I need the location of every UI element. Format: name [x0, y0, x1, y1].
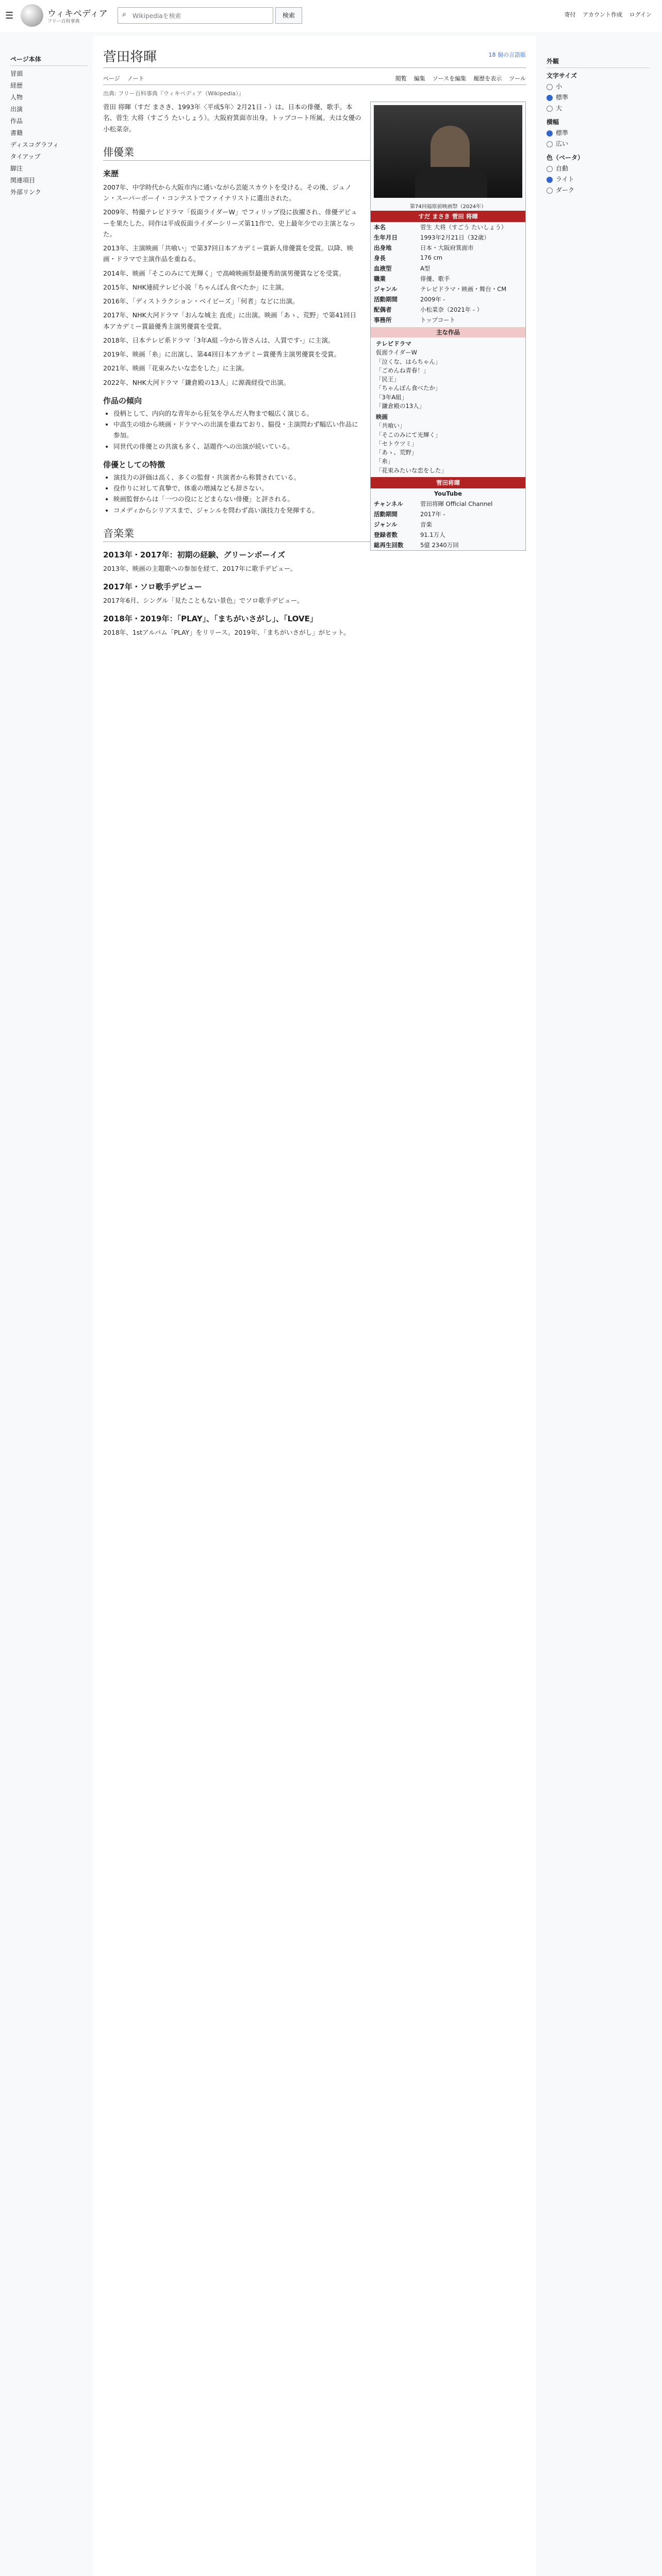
- youtube-label: YouTube: [434, 489, 462, 497]
- radio-dot: [547, 188, 553, 194]
- work-link[interactable]: 「セトウツミ」: [376, 439, 418, 447]
- width-label: 横幅: [547, 118, 559, 126]
- radio-dot: [547, 130, 553, 137]
- infobox-name: すだ まさき 菅田 将暉: [371, 211, 525, 222]
- radio-option[interactable]: [547, 128, 650, 137]
- radio-option[interactable]: [547, 104, 650, 112]
- toc-item[interactable]: 冒頭: [10, 70, 23, 77]
- subsection-heading: 2017年・ソロ歌手デビュー: [103, 582, 202, 591]
- logo-subtitle: フリー百科事典: [47, 19, 80, 24]
- work-link[interactable]: 「ごめんね青春！」: [376, 366, 429, 374]
- radio-dot: [547, 95, 553, 101]
- row-value: 菅生 大将（すごう たいしょう）: [420, 224, 507, 231]
- login-link[interactable]: ログイン: [629, 11, 652, 18]
- work-link[interactable]: 「泣くな、はらちゃん」: [376, 358, 441, 365]
- yt-row: [371, 499, 525, 509]
- radio-dot: [547, 84, 553, 90]
- body-paragraph: 2009年、特撮テレビドラマ「仮面ライダーW」でフィリップ役に抜擢され、俳優デビューを果たした。同作は平成仮面ライダーシリーズ第11作で、史上最年少での主演となった。: [103, 208, 357, 238]
- work-link[interactable]: 「3年A組」: [376, 393, 408, 401]
- yt-row: [371, 530, 525, 540]
- youtube-header: 菅田将暉: [371, 477, 525, 488]
- body-paragraph: 2013年、主演映画「共喰い」で第37回日本アカデミー賞新人俳優賞を受賞。以降、映画・ドラマで主演作品を重ねる。: [103, 244, 354, 263]
- body-paragraph: 2016年、「ディストラクション・ベイビーズ」「何者」などに出演。: [103, 297, 299, 305]
- infobox: [370, 101, 526, 551]
- heading-text: 音楽業: [103, 527, 134, 539]
- yt-row: [371, 509, 525, 519]
- radio-option[interactable]: [547, 164, 650, 173]
- row-key: 出身地: [374, 244, 392, 251]
- row-key: 総再生回数: [374, 541, 404, 549]
- work-link[interactable]: 「花束みたいな恋をした」: [376, 466, 447, 474]
- heading-text: 作品の傾向: [103, 396, 142, 405]
- logo-text: ウィキペディア: [47, 9, 108, 19]
- portrait-body: [415, 167, 487, 198]
- photo-caption: 第74回福原前映画祭（2024年）: [409, 204, 487, 210]
- appearance-title: 外観: [547, 57, 650, 68]
- radio-label: 標準: [556, 129, 569, 137]
- infobox-row: [371, 315, 525, 325]
- row-key: 活動期間: [374, 296, 398, 303]
- body-paragraph: 2015年、NHK連続テレビ小説「ちゃんぽん食べたか」に主演。: [103, 283, 288, 291]
- tab-tools[interactable]: ツール: [509, 75, 526, 82]
- toc-item[interactable]: ディスコグラフィ: [10, 141, 59, 148]
- search-icon: ⌕: [122, 10, 126, 19]
- body-paragraph: 2014年、映画「そこのみにて光輝く」で高崎映画祭最優秀助演男優賞などを受賞。: [103, 269, 345, 277]
- toc-item[interactable]: 書籍: [10, 129, 23, 137]
- infobox-row: [371, 263, 525, 274]
- row-key: 事務所: [374, 316, 392, 324]
- infobox-row: [371, 284, 525, 294]
- tab-talk[interactable]: ノート: [127, 75, 144, 82]
- toc-item[interactable]: 人物: [10, 94, 23, 101]
- row-key: 職業: [374, 275, 386, 282]
- row-value: 日本・大阪府箕面市: [420, 244, 474, 251]
- row-value: 1993年2月21日（32歳）: [420, 234, 490, 241]
- works-tv-label: テレビドラマ: [376, 340, 411, 347]
- row-value: 91.1万人: [420, 531, 445, 538]
- radio-dot: [547, 177, 553, 183]
- intro-paragraph: 菅田 将暉（すだ まさき、1993年〈平成5年〉2月21日 - ）は、日本の俳優、歌手。本名、菅生 大将（すごう たいしょう）。大阪府箕面市出身。トップコート所属。夫は女優の小松菜奈。: [103, 103, 361, 133]
- row-key: ジャンル: [374, 285, 398, 293]
- create-account-link[interactable]: アカウント作成: [583, 11, 623, 18]
- subsection-heading: 2018年・2019年：「PLAY」、「まちがいさがし」、「LOVE」: [103, 614, 318, 624]
- row-key: 生年月日: [374, 234, 398, 241]
- language-button[interactable]: 18 個の言語版: [488, 52, 526, 58]
- list-item: • 役作りに対して真摯で、体重の増減なども辞さない。: [113, 483, 526, 494]
- infobox-works-header: 主な作品: [371, 327, 525, 337]
- body-paragraph: 2018年、1stアルバム「PLAY」をリリース。2019年、「まちがいさがし」がヒット。: [103, 629, 350, 637]
- search-input[interactable]: [118, 7, 273, 24]
- body-paragraph: 2017年6月、シングル「見たこともない景色」でソロ歌手デビュー。: [103, 597, 304, 604]
- radio-label: 標準: [556, 94, 569, 101]
- row-key: ジャンル: [374, 520, 398, 528]
- toc-item[interactable]: タイアップ: [10, 153, 41, 160]
- row-key: 配偶者: [374, 306, 392, 313]
- work-link[interactable]: 「民王」: [376, 376, 400, 383]
- header: [0, 0, 662, 32]
- tab-edit-source[interactable]: ソースを編集: [432, 75, 467, 82]
- toc-item[interactable]: 関連項目: [10, 177, 36, 184]
- toc-sidebar: [10, 52, 88, 199]
- body-paragraph: 2019年、映画「糸」に出演し、第44回日本アカデミー賞優秀主演男優賞を受賞。: [103, 350, 341, 358]
- radio-option[interactable]: [547, 175, 650, 183]
- body-paragraph: 2022年、NHK大河ドラマ「鎌倉殿の13人」に源義経役で出演。: [103, 378, 290, 386]
- list-item: • コメディからシリアスまで、ジャンルを問わず高い演技力を発揮する。: [113, 505, 526, 516]
- row-value: 176 cm: [420, 254, 443, 261]
- body-paragraph: 2013年、映画の主題歌への参加を経て、2017年に歌手デビュー。: [103, 564, 297, 572]
- tab-page[interactable]: ページ: [103, 75, 120, 82]
- body-paragraph: 2018年、日本テレビ系ドラマ「3年A組 -今から皆さんは、人質です-」に主演。: [103, 336, 335, 344]
- appearance-panel: [547, 52, 650, 196]
- list-item: • 同世代の俳優との共演も多く、話題作への出演が続いている。: [113, 441, 526, 452]
- infobox-row: [371, 222, 525, 232]
- radio-dot: [547, 106, 553, 112]
- body-paragraph: 2017年、NHK大河ドラマ「おんな城主 直虎」に出演。映画「あゝ、荒野」で第41回日本アカデミー賞最優秀主演男優賞を受賞。: [103, 311, 357, 330]
- infobox-row: [371, 253, 525, 263]
- work-link[interactable]: 「糸」: [376, 457, 394, 465]
- row-value[interactable]: 菅田将暉 Official Channel: [420, 500, 493, 507]
- row-value: 2017年 -: [420, 510, 445, 518]
- radio-label: 自動: [556, 165, 569, 172]
- tab-read[interactable]: 閲覧: [395, 75, 407, 82]
- menu-icon[interactable]: ☰: [5, 10, 14, 21]
- page-tabs: [103, 72, 526, 85]
- infobox-works-list: [371, 337, 525, 477]
- list-item: • 中高生の頃から映画・ドラマへの出演を重ねており、脇役・主演問わず幅広い作品に参加。: [113, 419, 526, 441]
- radio-label: ライト: [556, 176, 574, 183]
- article: [93, 36, 536, 2576]
- donate-link[interactable]: 寄付: [564, 11, 576, 18]
- yt-row: [371, 540, 525, 550]
- radio-label: 小: [556, 83, 562, 90]
- color-label: 色（ベータ）: [547, 154, 584, 161]
- row-key: 登録者数: [374, 531, 398, 538]
- radio-option[interactable]: [547, 82, 650, 91]
- infobox-row: [371, 243, 525, 253]
- radio-dot: [547, 166, 553, 172]
- wikipedia-logo[interactable]: [21, 4, 43, 27]
- row-value: 俳優、歌手: [420, 275, 450, 282]
- personal-links: [559, 10, 652, 19]
- body-paragraph: 2021年、映画「花束みたいな恋をした」に主演。: [103, 364, 249, 372]
- toc-item[interactable]: 作品: [10, 117, 23, 125]
- radio-option[interactable]: [547, 185, 650, 194]
- row-value: 2009年 -: [420, 296, 445, 303]
- row-value: A型: [420, 265, 431, 272]
- tab-edit[interactable]: 編集: [413, 75, 425, 82]
- search-placeholder: Wikipediaを検索: [133, 12, 181, 20]
- row-value: テレビドラマ・映画・舞台・CM: [420, 285, 507, 293]
- subsection-heading: 2013年・2017年：初期の経験、グリーンボーイズ: [103, 550, 286, 560]
- infobox-row: [371, 274, 525, 284]
- work-link[interactable]: 仮面ライダーW: [376, 349, 418, 357]
- row-key: 身長: [374, 255, 386, 262]
- radio-dot: [547, 141, 553, 147]
- work-link[interactable]: 「あゝ、荒野」: [376, 449, 418, 456]
- infobox-row: [371, 304, 525, 315]
- radio-option[interactable]: [547, 139, 650, 148]
- work-link[interactable]: 「共喰い」: [376, 422, 406, 430]
- radio-label: 大: [556, 105, 562, 112]
- work-link[interactable]: 「鎌倉殿の13人」: [376, 402, 425, 410]
- tab-history[interactable]: 履歴を表示: [473, 75, 502, 82]
- list-item: • 映画監督からは「一つの役にとどまらない俳優」と評される。: [113, 494, 526, 504]
- row-value: 5億 2340万回: [420, 541, 459, 549]
- row-key: 活動期間: [374, 510, 398, 518]
- row-value: 小松菜奈（2021年 - ）: [420, 306, 483, 313]
- search-button[interactable]: 検索: [275, 7, 302, 24]
- row-key: 本名: [374, 224, 386, 231]
- radio-option[interactable]: [547, 93, 650, 101]
- toc-item[interactable]: 脚注: [10, 165, 23, 172]
- body-paragraph: 2007年、中学時代から大阪市内に通いながら芸能スカウトを受ける。その後、ジュノン・スーパーボーイ・コンテストでファイナリストに選出された。: [103, 183, 352, 202]
- row-key: 血液型: [374, 265, 392, 272]
- toc-item[interactable]: 経歴: [10, 82, 23, 89]
- work-link[interactable]: 「ちゃんぽん食べたか」: [376, 384, 441, 392]
- portrait-photo[interactable]: [374, 105, 522, 198]
- list-item: • 役柄として、内向的な青年から狂気を孕んだ人物まで幅広く演じる。: [113, 408, 526, 419]
- portrait-face: [431, 126, 470, 172]
- toc-title: ページ本体: [10, 55, 88, 66]
- radio-label: 広い: [556, 140, 569, 147]
- page-title: 菅田将暉: [103, 46, 526, 68]
- text-size-label: 文字サイズ: [547, 72, 577, 79]
- article-source: 出典: フリー百科事典『ウィキペディア（Wikipedia）』: [103, 90, 244, 97]
- infobox-row: [371, 232, 525, 243]
- row-value: トップコート: [420, 316, 456, 324]
- heading-text: 俳優としての特徴: [103, 460, 166, 469]
- yt-row: [371, 519, 525, 530]
- toc-item[interactable]: 外部リンク: [10, 189, 41, 196]
- row-key: チャンネル: [374, 500, 403, 507]
- list-item: • 演技力の評価は高く、多くの監督・共演者から称賛されている。: [113, 472, 526, 483]
- toc-item[interactable]: 出演: [10, 106, 23, 113]
- radio-label: ダーク: [556, 187, 575, 194]
- row-value: 音楽: [420, 520, 432, 528]
- heading-text: 来歴: [103, 168, 119, 178]
- works-film-label: 映画: [376, 413, 388, 420]
- infobox-row: [371, 294, 525, 304]
- work-link[interactable]: 「そこのみにて光輝く」: [376, 431, 441, 438]
- heading-text: 俳優業: [103, 145, 134, 158]
